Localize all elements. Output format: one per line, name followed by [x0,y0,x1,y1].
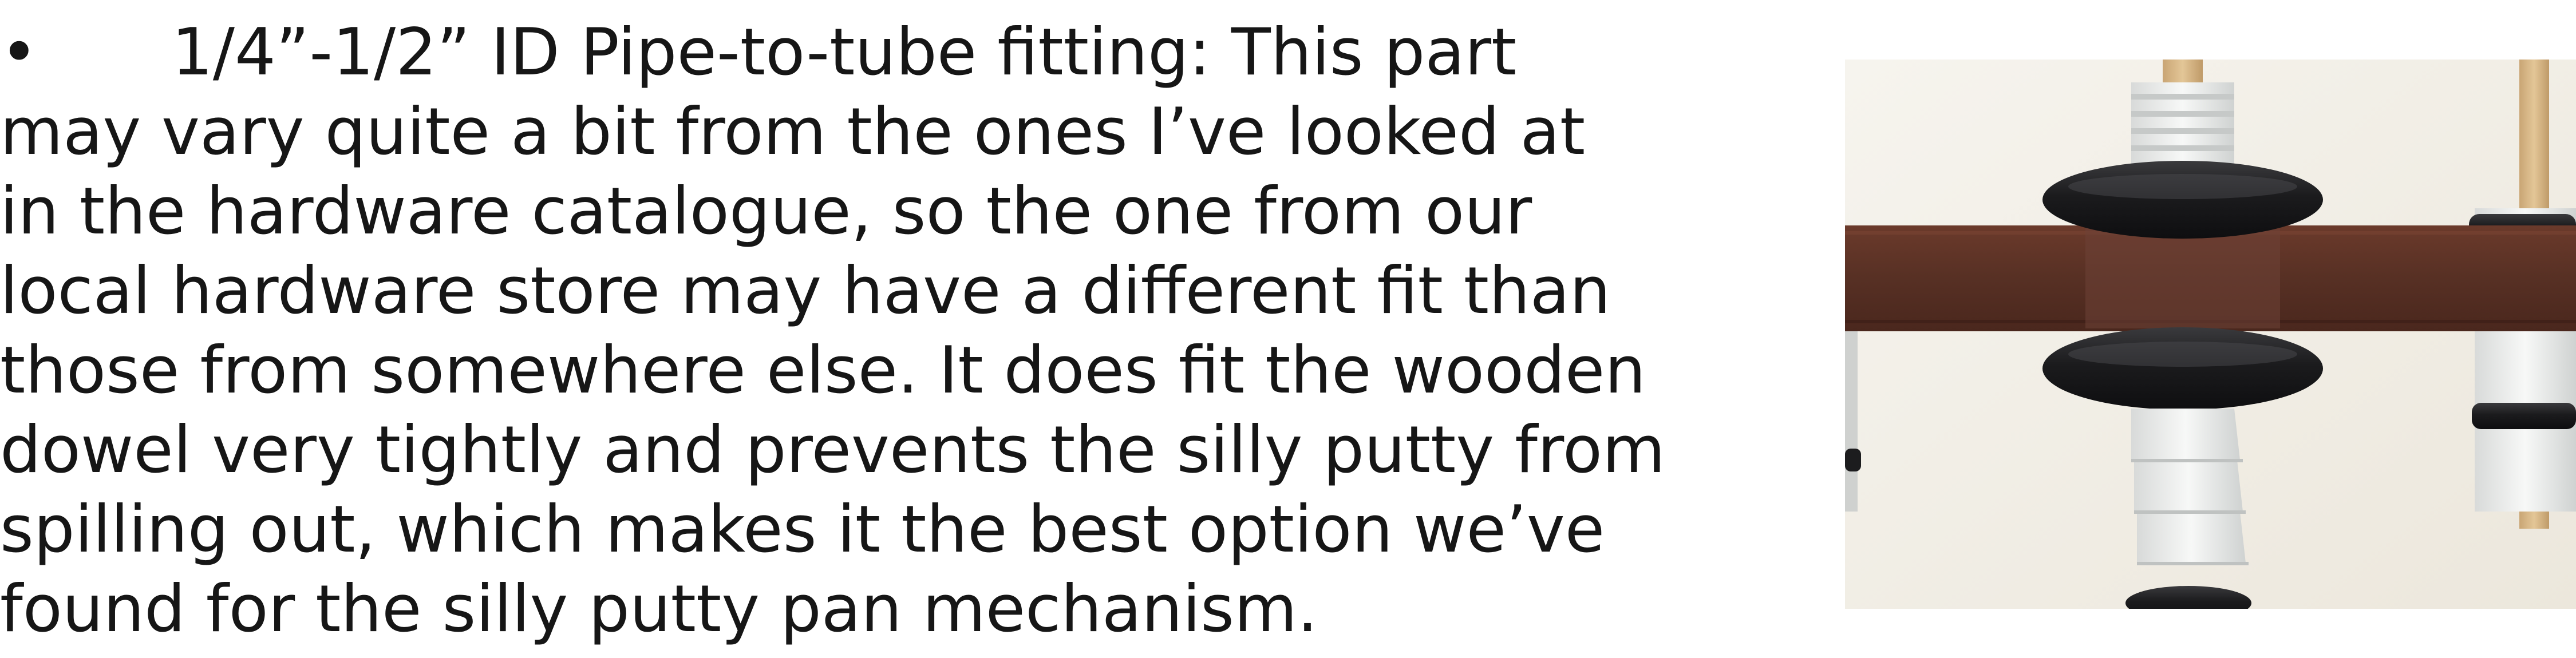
fitting-barb-3 [2137,512,2246,563]
bullet-marker: • [0,14,38,90]
bar-center-shade [2085,228,2280,328]
top-rubber-ring [2042,161,2323,239]
bottom-rubber-ring [2042,327,2323,410]
paragraph-line-5: those from somewhere else. It does fit the wooden [0,332,1646,408]
left-ring-lower [1845,449,1861,471]
right-ring-low [2472,403,2576,429]
paragraph-line-3: in the hardware catalogue, so the one from our [0,173,1532,249]
paragraph-line-8: found for the silly putty pan mechanism. [0,571,1318,647]
paragraph-line-7: spilling out, which makes it the best option we’ve [0,491,1605,567]
fitting-photo-illustration [1845,60,2576,609]
bullet-paragraph [0,13,1717,649]
paragraph-line-4: local hardware store may have a different fit than [0,253,1611,328]
line-text: 1/4”-1/2” ID Pipe-to-tube fitting: This part [172,14,1517,90]
paragraph-line-1 [0,13,1717,92]
fitting-barb-2 [2134,460,2243,512]
fitting-barb-1 [2131,409,2240,460]
paragraph-line-2: may vary quite a bit from the ones I’ve looked at [0,94,1586,169]
paragraph-line-6: dowel very tightly and prevents the silly putty from [0,412,1666,487]
fitting-photo [1845,60,2576,609]
